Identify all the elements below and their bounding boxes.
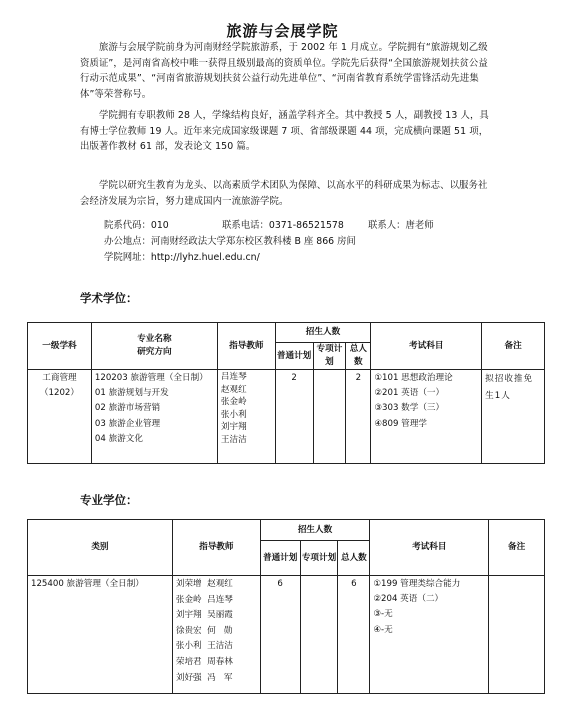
academic-degree-table	[27, 322, 545, 464]
special-count	[313, 370, 346, 464]
header-discipline: 一级学科	[28, 323, 92, 370]
page-title: 旅游与会展学院	[226, 22, 339, 40]
discipline-cell	[28, 370, 92, 464]
header-note: 备注	[482, 323, 545, 370]
header-total: 总人数	[346, 343, 371, 370]
header-regular: 普通计划	[260, 541, 300, 576]
exam-subject: ②204 英语（二）	[373, 594, 444, 605]
advisor-pair: 徐贵宏 何 勋	[175, 625, 233, 636]
advisor-name: 赵观红	[220, 384, 247, 395]
advisor-cell	[172, 576, 260, 694]
major-cell	[91, 370, 217, 464]
header-major-direction	[91, 323, 217, 370]
header-category: 类别	[28, 520, 173, 576]
advisor-pair: 张小利 王洁洁	[175, 641, 233, 652]
contact-line-1	[104, 218, 434, 234]
header-special: 专项计划	[313, 343, 346, 370]
advisor-name: 王洁洁	[220, 434, 247, 445]
header-regular: 普通计划	[275, 343, 313, 370]
discipline-code: （1202）	[39, 388, 79, 399]
exam-subject: ③-无	[373, 609, 393, 620]
major-line: 01 旅游规划与开发	[94, 388, 169, 399]
header-enroll: 招生人数	[275, 323, 371, 343]
total-count: 6	[338, 576, 370, 694]
header-enroll: 招生人数	[260, 520, 370, 541]
advisor-pair: 刘好强 冯 军	[175, 672, 233, 683]
special-count	[300, 576, 338, 694]
professional-degree-table	[27, 519, 545, 694]
major-line: 120203 旅游管理（全日制）	[94, 373, 208, 383]
discipline-name: 工商管理	[42, 373, 77, 383]
advisor-name: 张金岭	[220, 397, 247, 408]
professional-section-title: 专业学位：	[80, 493, 138, 507]
advisor-pair: 刘宇翔 吴丽霞	[175, 610, 233, 621]
header-special: 专项计划	[300, 541, 338, 576]
advisor-cell	[217, 370, 275, 464]
advisor-pair: 刘荣增 赵观红	[175, 579, 233, 589]
note-cell	[489, 576, 545, 694]
exam-subject: ④809 管理学	[374, 418, 427, 429]
header-exam: 考试科目	[371, 323, 482, 370]
exam-subject: ③303 数学（三）	[374, 403, 445, 414]
exam-subject: ②201 英语（一）	[374, 388, 445, 399]
major-line: 04 旅游文化	[94, 433, 143, 444]
major-line: 03 旅游企业管理	[94, 418, 161, 429]
table-row	[28, 370, 545, 464]
table-row	[28, 576, 545, 694]
header-note: 备注	[489, 520, 545, 576]
category-cell: 125400 旅游管理（全日制）	[28, 576, 173, 694]
header-exam: 考试科目	[370, 520, 489, 576]
major-line: 02 旅游市场营销	[94, 403, 161, 414]
header-direction: 研究方向	[137, 347, 172, 357]
header-total: 总人数	[338, 541, 370, 576]
contact-person: 联系人：唐老师	[368, 220, 434, 231]
header-major: 专业名称	[137, 334, 172, 344]
exam-cell	[370, 576, 489, 694]
academic-section-title: 学术学位：	[80, 291, 138, 305]
advisor-name: 吕连琴	[220, 372, 247, 382]
header-advisor: 指导教师	[217, 323, 275, 370]
contact-phone: 联系电话：0371-86521578	[222, 220, 344, 231]
exam-subject: ④-无	[373, 624, 393, 635]
intro-paragraph-1: 旅游与会展学院前身为河南财经学院旅游系，于 2002 年 1 月成立。学院拥有“旅游规划乙级资质证”，是河南省高校中唯一获得且级别最高的资质单位。学院先后获得“全国旅游规划扶贫公益行动示范成果”、“河南省旅游规划扶贫公益行动先进单位”、“河南省教育系统学雷锋活动先进集体”等荣誉称号。	[80, 42, 488, 100]
office-address: 办公地点：河南财经政法大学郑东校区教科楼 B 座 866 房间	[104, 236, 356, 247]
website-link[interactable]: 学院网址：http://lyhz.huel.edu.cn/	[104, 252, 260, 263]
intro-paragraph-3: 学院以研究生教育为龙头、以高素质学术团队为保障、以高水平的科研成果为标志、以服务社会经济发展为宗旨，努力建成国内一流旅游学院。	[80, 180, 488, 207]
note-cell: 拟招收推免生1人	[482, 370, 545, 464]
total-count: 2	[346, 370, 371, 464]
regular-count: 6	[260, 576, 300, 694]
advisor-pair: 荣培君 周春林	[175, 656, 233, 667]
exam-cell	[371, 370, 482, 464]
header-advisor: 指导教师	[172, 520, 260, 576]
advisor-pair: 张金岭 吕连琴	[175, 594, 233, 605]
advisor-name: 张小利	[220, 409, 247, 420]
regular-count: 2	[275, 370, 313, 464]
department-code: 院系代码：010	[104, 220, 169, 231]
exam-subject: ①101 思想政治理论	[374, 373, 453, 383]
advisor-name: 刘宇翔	[220, 422, 247, 433]
exam-subject: ①199 管理类综合能力	[373, 579, 461, 589]
intro-paragraph-2: 学院拥有专职教师 28 人，学缘结构良好，涵盖学科齐全。其中教授 5 人，副教授 13 人，具有博士学位教师 19 人。近年来完成国家级课题 7 项、省部级课题 44 项，完成横向课题 51 项，出版著作教材 61 部，发表论文 150 篇。	[80, 110, 489, 152]
